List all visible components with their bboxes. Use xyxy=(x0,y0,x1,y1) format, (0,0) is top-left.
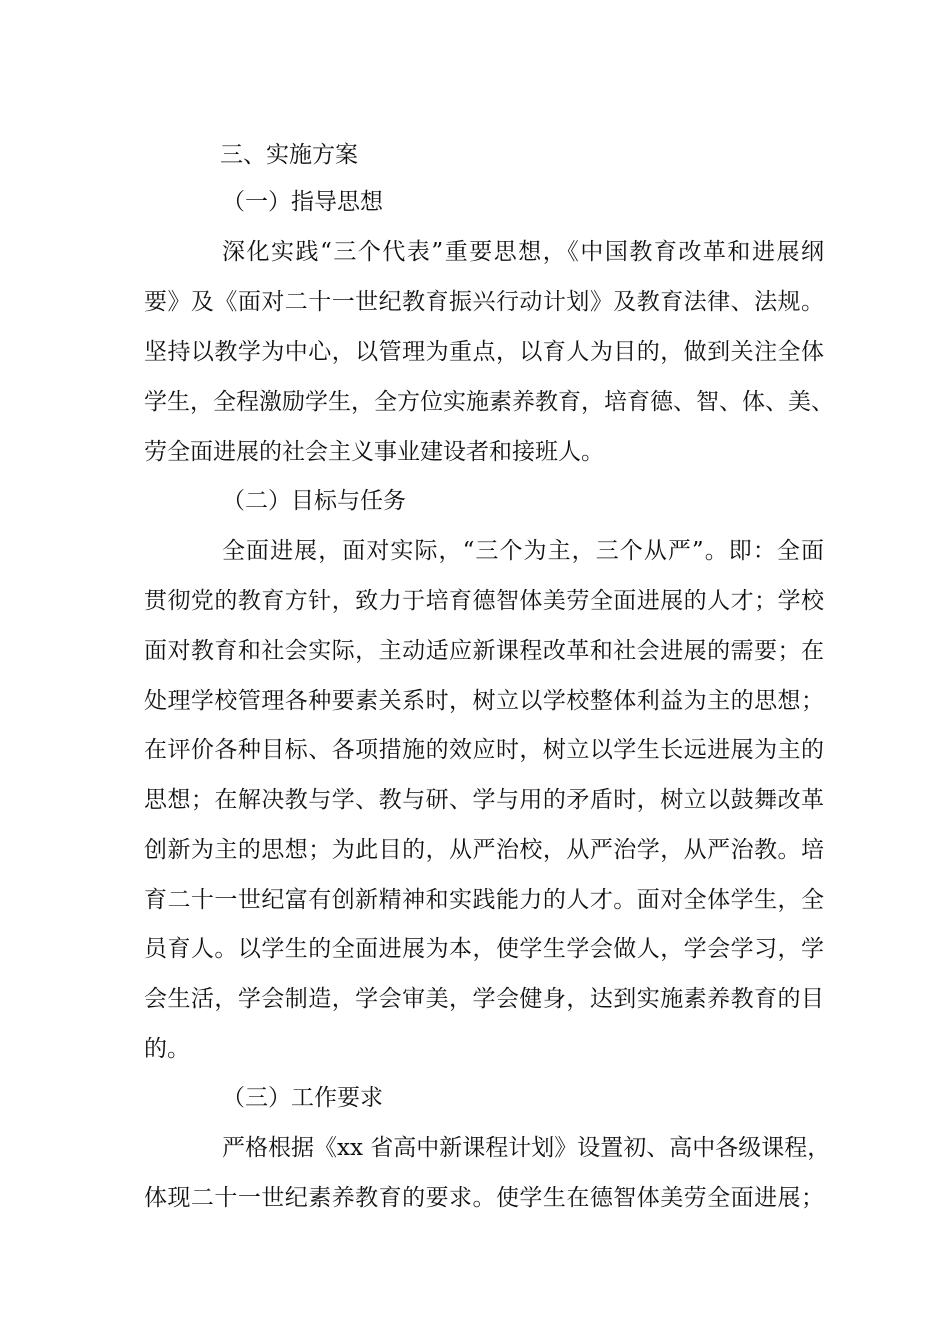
paragraph-line: 坚持以教学为中心，以管理为重点，以育人为目的，做到关注全体 xyxy=(144,339,824,365)
paragraph-line: 思想；在解决教与学、教与研、学与用的矛盾时，树立以鼓舞改革 xyxy=(144,787,824,813)
paragraph-line: 面对教育和社会实际，主动适应新课程改革和社会进展的需要；在 xyxy=(144,638,824,664)
paragraph-line: 学生，全程激励学生，全方位实施素养教育，培育德、智、体、美、 xyxy=(144,389,834,415)
paragraph-line: 体现二十一世纪素养教育的要求。使学生在德智体美劳全面进展； xyxy=(144,1185,824,1211)
subsection-title-work-requirements: （三）工作要求 xyxy=(222,1085,383,1111)
paragraph-line: 育二十一世纪富有创新精神和实践能力的人才。面对全体学生，全 xyxy=(144,887,824,913)
paragraph-line: 严格根据《xx 省高中新课程计划》设置初、高中各级课程， xyxy=(222,1135,831,1161)
subsection-title-guiding-ideology: （一）指导思想 xyxy=(222,189,383,215)
paragraph-line: 会生活，学会制造，学会审美，学会健身，达到实施素养教育的目 xyxy=(144,986,824,1012)
paragraph-line: 要》及《面对二十一世纪教育振兴行动计划》及教育法律、法规。 xyxy=(144,289,824,315)
paragraph-line: 员育人。以学生的全面进展为本，使学生学会做人，学会学习，学 xyxy=(144,936,824,962)
paragraph-line: 劳全面进展的社会主义事业建设者和接班人。 xyxy=(144,439,604,465)
paragraph-line: 在评价各种目标、各项措施的效应时，树立以学生长远进展为主的 xyxy=(144,737,824,763)
section-title: 三、实施方案 xyxy=(220,142,358,168)
paragraph-line: 处理学校管理各种要素关系时，树立以学校整体利益为主的思想； xyxy=(144,688,824,714)
paragraph-line: 贯彻党的教育方针，致力于培育德智体美劳全面进展的人才；学校 xyxy=(144,588,824,614)
subsection-title-goals-tasks: （二）目标与任务 xyxy=(222,488,406,514)
paragraph-line: 创新为主的思想；为此目的，从严治校，从严治学，从严治教。培 xyxy=(144,837,824,863)
paragraph-line: 全面进展，面对实际，“三个为主，三个从严”。即：全面 xyxy=(222,538,824,564)
paragraph-line: 深化实践“三个代表”重要思想，《中国教育改革和进展纲 xyxy=(222,239,824,265)
paragraph-line: 的。 xyxy=(144,1036,190,1062)
